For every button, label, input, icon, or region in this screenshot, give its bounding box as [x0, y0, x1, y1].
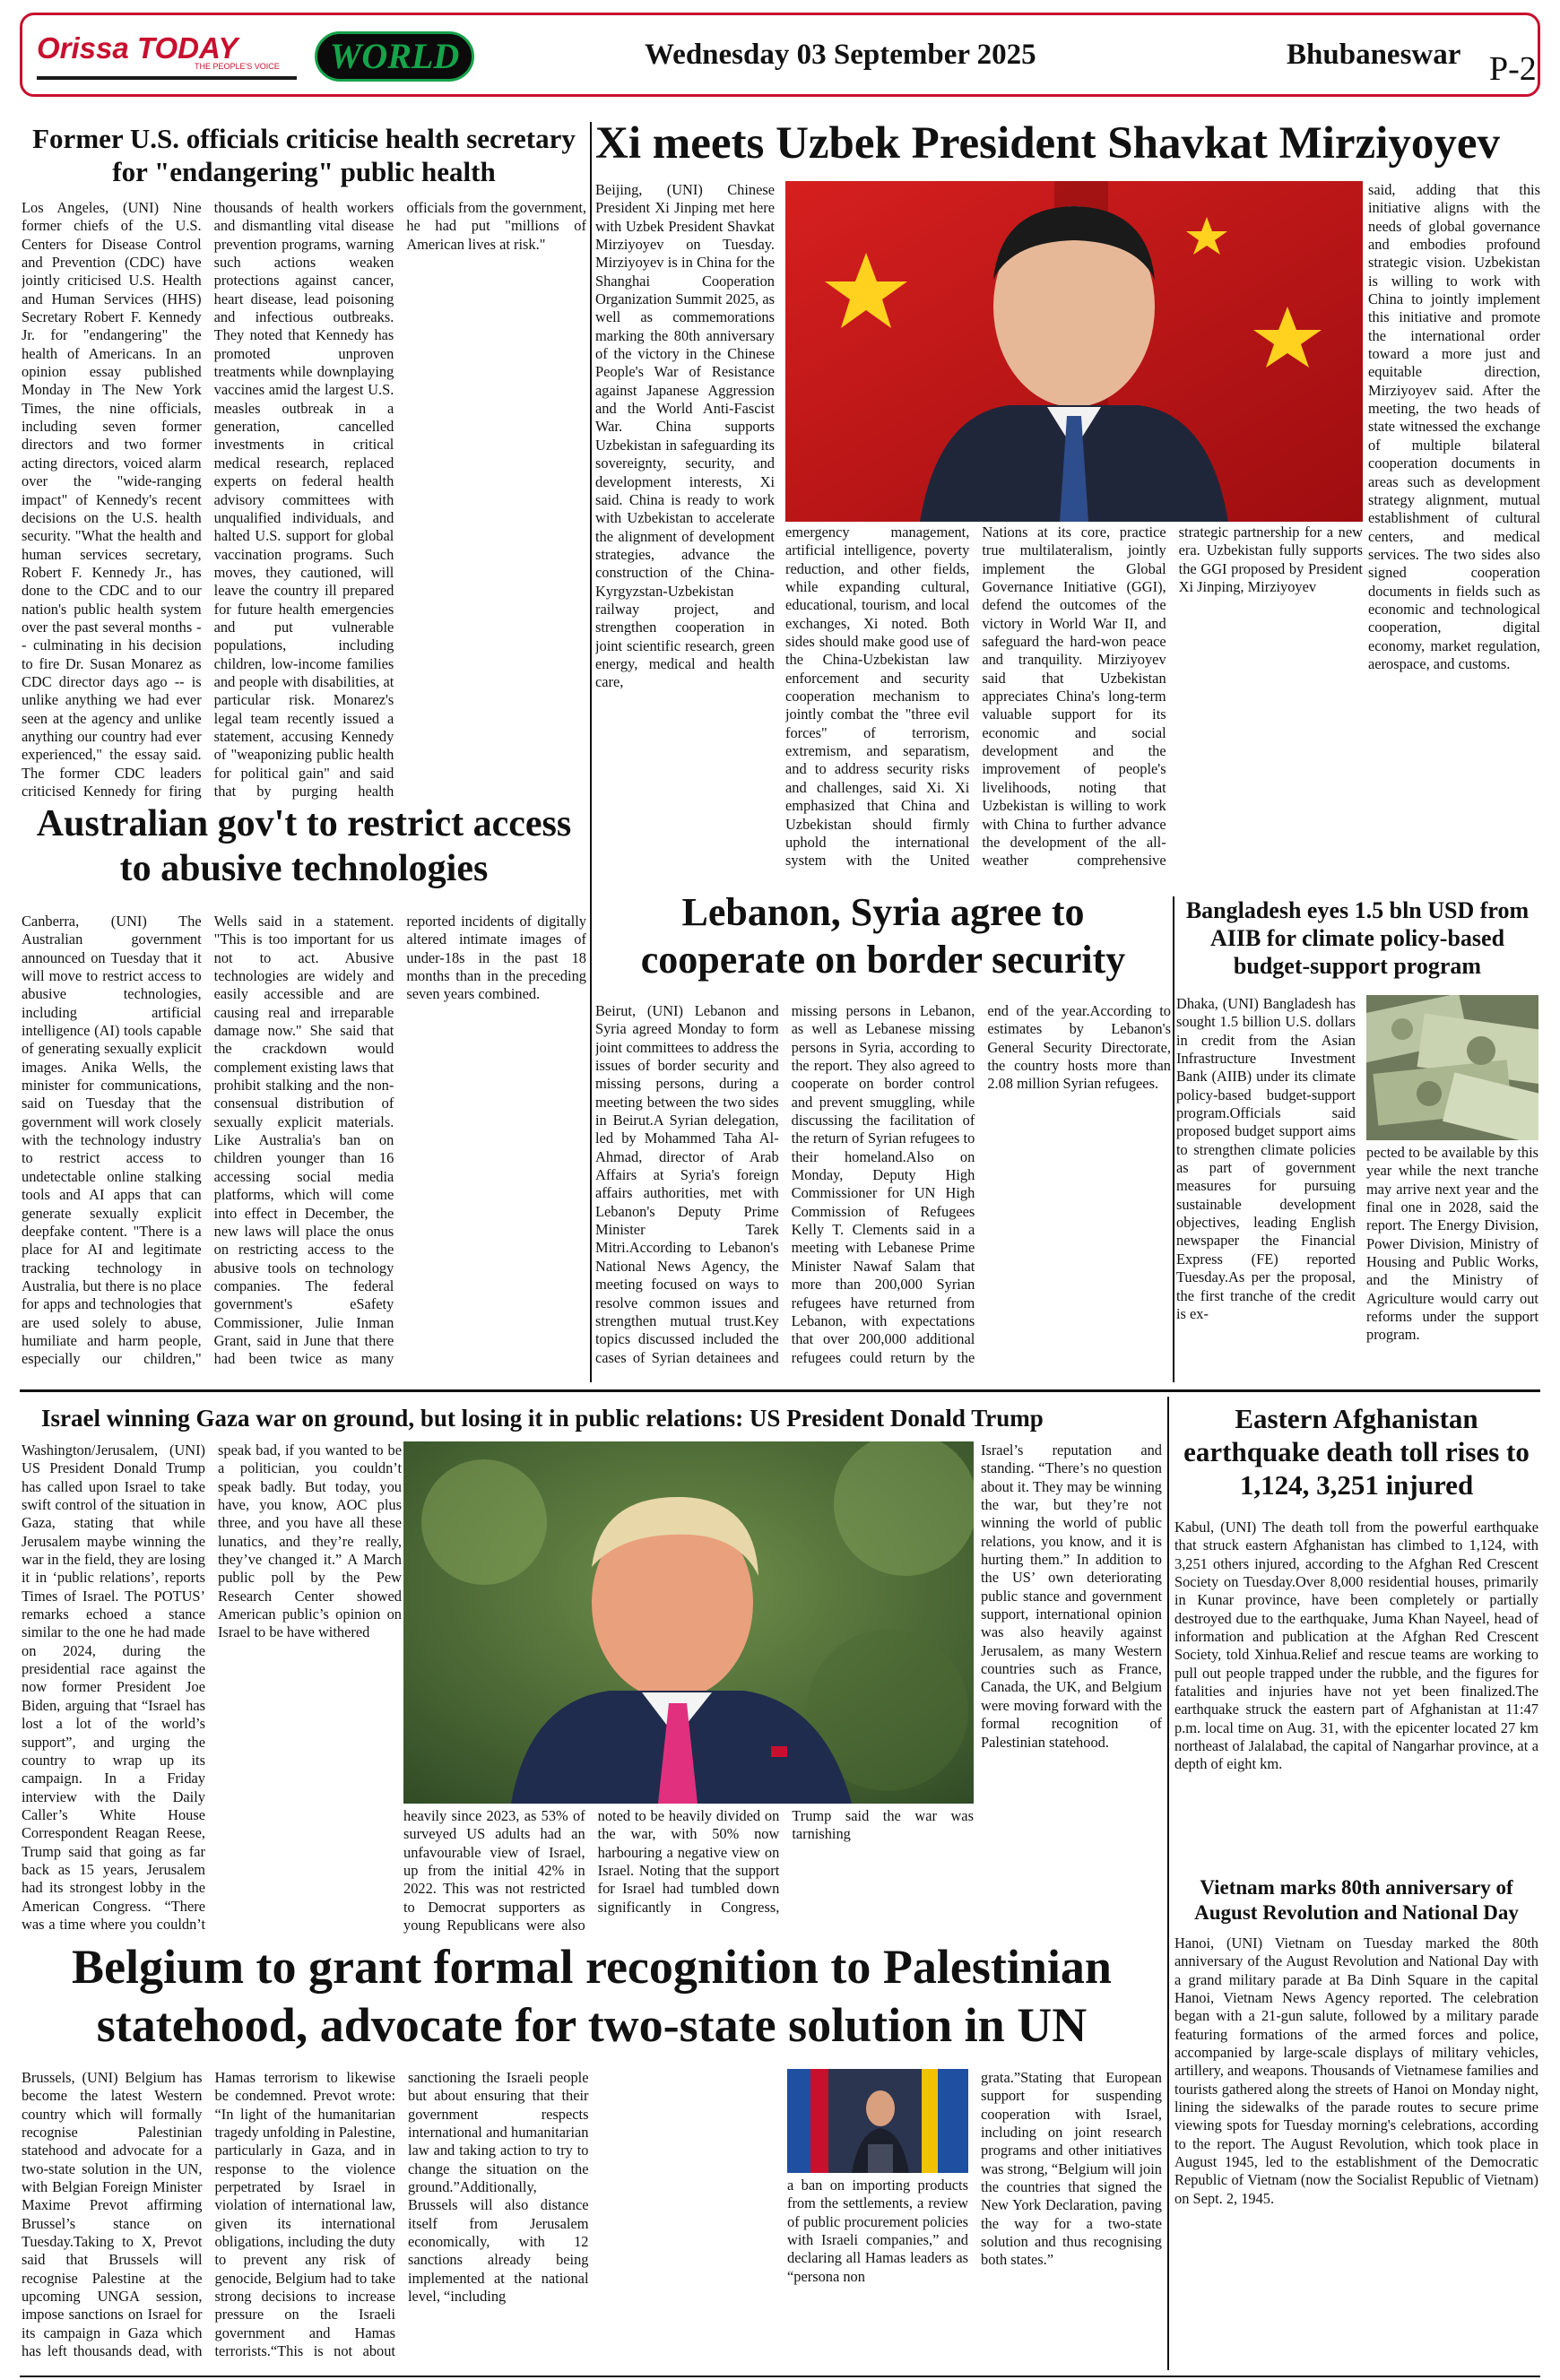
trump-body-col1: Washington/Jerusalem, (UNI) US President Donald Trump has called upon Israel to take swift control of the situation in Gaza, stating that while Jerusalem maybe winning the war in the field, they are losing it in ‘public relations’, reports Times of Israel. The POTUS’ remarks echoed a stance similar to the one he had made on 2024, during the presidential race against the now former President Joe Biden, arguing that “Israel has lost a lot of the world’s support”, and urging the country to wrap up its campaign. In a Friday interview with the Daily Caller’s White House Correspondent Reagan Reese, Trump said that going as far back as 15 years, Jerusalem had its strongest lobby in the American Congress. “There was a time where you couldn’t speak bad, if you wanted to be a politician, you couldn’t speak badly. But today, you have, you know, AOC plus three, and you have all these lunatics, and they’re really, they’ve changed it.” A March public poll by the Pew Research Center showed American public’s opinion on Israel to be have withered [22, 1441, 402, 1933]
lebanon-headline[interactable]: Lebanon, Syria agree to cooperate on border security [640, 890, 1126, 982]
belgium-body-col2: a ban on importing products from the settlements, a review of public procurement policies with Israeli companies,” and declaring all Hamas leaders as “persona non [787, 2177, 968, 2285]
xi-photo[interactable] [785, 181, 1363, 522]
logo-underline [37, 76, 297, 80]
prevot-photo-graphic [787, 2069, 968, 2173]
section-divider [20, 1389, 1540, 1392]
edition-city: Bhubaneswar [1287, 39, 1461, 71]
vietnam-body: Hanoi, (UNI) Vietnam on Tuesday marked the 80th anniversary of the August Revolution and National Day with a grand military parade at Ba Dinh Square in the capital Hanoi, Vietnam News Agency reported. The celebration began with a 21-gun salute, followed by a military parade featuring formations of the armed forces and police, accompanied by large-scale displays of military vehicles, artillery, and weapons. Thousands of Vietnamese families and tourists gathered along the streets of Hanoi on Monday night, lining the sidewalks of the parade routes to secure prime viewing spots for Tuesday morning's celebrations, according to the report. The August Revolution, which took place in August 1945, led to the establishment of the Democratic Republic of Vietnam (now the Socialist Republic of Vietnam) on Sept. 2, 1945. [1174, 1934, 1538, 2207]
bangladesh-body-col1: Dhaka, (UNI) Bangladesh has sought 1.5 billion U.S. dollars in credit from the Asian Infrastructure Investment Bank (AIIB) under its climate policy-based budget-support program.Officials said proposed budget support aims to strengthen climate policies as part of government measures for pursuing sustainable development objectives, leading English newspaper the Financial Express (FE) reported Tuesday.As per the proposal, the first tranche of the credit is ex- [1176, 995, 1356, 1322]
logo-tagline: THE PEOPLE'S VOICE [195, 62, 280, 71]
trump-body-col2: heavily since 2023, as 53% of surveyed US adults had an unfavourable view of Israel, up from the initial 42% in 2022. This was not restricted to Democrat supporters as young Republicans were also noted to be heavily divided on the war, with 50% now harbouring a negative view on Israel. Noting that the support for Israel had tumbled down significantly in Congress, Trump said the war was tarnishing [403, 1807, 974, 1934]
column-divider [1173, 896, 1174, 1382]
xi-body-col1: Beijing, (UNI) Chinese President Xi Jinping met here with Uzbek President Shavkat Mirziyoyev on Tuesday. Mirziyoyev is in China for the Shanghai Cooperation Organization Summit 2025, as well as commemorations marking the 80th anniversary of the victory in the Chinese People's War of Resistance against Japanese Aggression and the World Anti-Fascist War. China supports Uzbekistan in safeguarding its sovereignty, security, and development interests, Xi said. China is ready to work with Uzbekistan to accelerate the alignment of development strategies, advance the construction of the China-Kyrgyzstan-Uzbekistan railway project, and strengthen cooperation in joint scientific research, green energy, medical and health care, [595, 181, 775, 691]
logo-text: Orissa TODAY [37, 31, 238, 65]
prevot-photo[interactable] [787, 2069, 968, 2173]
belgium-body-col1: Brussels, (UNI) Belgium has become the latest Western country which will formally recognise Palestinian statehood and advocate for a two-state solution in the UN, with Belgian Foreign Minister Maxime Prevot affirming Brussel’s stance on Tuesday.Taking to X, Prevot said that Brussels will recognise Palestine at the upcoming UNGA session, impose sanctions on Israel for its campaign in Gaza which has left thousands dead, with Hamas terrorism to likewise be condemned. Prevot wrote: “In light of the humanitarian tragedy unfolding in Palestine, particularly in Gaza, and in response to the violence perpetrated by Israel in violation of international law, given its international obligations, including the duty to prevent any risk of genocide, Belgium had to take strong decisions to increase pressure on the Israeli government and Hamas terrorists.“This is not about sanctioning the Israeli people but about ensuring that their government respects international and humanitarian law and taking action to try to change the situation on the ground.”Additionally, Brussels will also distance itself from Jerusalem economically, with 12 sanctions already being implemented at the national level, “including [22, 2069, 589, 2360]
column-divider [590, 122, 592, 1382]
australia-headline[interactable]: Australian gov't to restrict access to abusive technologies [36, 803, 572, 890]
lebanon-body: Beirut, (UNI) Lebanon and Syria agreed Monday to form joint committees to address the issues of border security and missing persons, during a meeting between the two sides in Beirut.A Syrian delegation, led by Mohammed Taha Al-Ahmad, director of Arab Affairs at Syria's foreign affairs authorities, met with Lebanon's Deputy Prime Minister Tarek Mitri.According to Lebanon's National News Agency, the meeting focused on ways to resolve common issues and strengthen mutual trust.Key topics discussed included the cases of Syrian detainees and missing persons in Lebanon, as well as Lebanese missing persons in Syria, according to the report. They also agreed to cooperate on border control and prevent smuggling, while discussing the facilitation of the return of Syrian refugees to their homeland.Also on Monday, Deputy High Commissioner for UN High Commission of Refugees Kelly T. Clements said in a meeting with Lebanese Prime Minister Nawaf Salam that more than 200,000 Syrian refugees have returned from Lebanon, with expectations that over 200,000 additional refugees could return by the end of the year.According to estimates by Lebanon's General Security Directorate, the country hosts more than 2.08 million Syrian refugees. [595, 1002, 1171, 1366]
bangladesh-body-col2: pected to be available by this year while the next tranche may arrive next year and the final one in 2028, said the report. The Energy Division, Power Division, Ministry of Housing and Public Works, and the Ministry of Agriculture would carry out reforms under the support program. [1366, 1144, 1538, 1344]
trump-body-col3: Israel’s reputation and standing. “There’s no question about it. They may be winning the war, but they’re not winning the world of public relations, you know, and it is hurting them.” In addition to the US’ own deteriorating public stance and government support, international opinion was also heavily against Jerusalem, as many Western countries such as France, Canada, the UK, and Belgium were moving forward with the formal recognition of Palestinian statehood. [981, 1441, 1162, 1751]
masthead [20, 13, 1540, 97]
vietnam-headline[interactable]: Vietnam marks 80th anniversary of August Revolution and National Day [1194, 1876, 1519, 1924]
newspaper-logo[interactable] [37, 31, 297, 82]
trump-photo-graphic [403, 1441, 974, 1804]
xi-photo-graphic [785, 181, 1363, 522]
xi-headline[interactable]: Xi meets Uzbek President Shavkat Mirziyoyev [595, 118, 1500, 169]
xi-body-col2: emergency management, artificial intelligence, poverty reduction, and other fields, while expanding cultural, educational, tourism, and local exchanges, Xi noted. Both sides should make good use of the China-Uzbekistan law enforcement and security cooperation mechanism to jointly combat the "three evil forces" of terrorism, extremism, and separatism, and to address security risks and challenges, said Xi. Xi emphasized that China and Uzbekistan should firmly uphold the international system with the United Nations at its core, practice true multilateralism, jointly implement the Global Governance Initiative (GGI), defend the outcomes of the victory in World War II, and safeguard the hard-won peace and tranquility. Mirziyoyev said that Uzbekistan appreciates China's long-term valuable support for its economic and social development and the improvement of people's livelihoods, noting that Uzbekistan is willing to work with China to further advance the development of the all-weather comprehensive strategic partnership for a new era. Uzbekistan fully supports the GGI proposed by President Xi Jinping, Mirziyoyev [785, 524, 1363, 870]
trump-photo[interactable] [403, 1441, 974, 1804]
belgium-body-col3: grata.”Stating that European support for suspending cooperation with Israel, including on joint research programs and other initiatives was strong, “Belgium will join the countries that signed the New York Declaration, paving the way for a two-state solution and thus recognising both states.” [981, 2069, 1162, 2269]
australia-body: Canberra, (UNI) The Australian government announced on Tuesday that it will move to restrict access to abusive technologies, including artificial intelligence (AI) tools capable of generating sexually explicit images. Anika Wells, the minister for communications, said on Tuesday that the government will work closely with the technology industry to restrict access to undetectable online stalking tools and AI apps that can generate sexually explicit deepfake content. "There is a place for AI and legitimate tracking technology in Australia, but there is no place for apps and technologies that are used solely to abuse, humiliate and harm people, especially our children," Wells said in a statement. "This is too important for us not to act. Abusive technologies are widely and easily accessible and are causing real and irreparable damage now." She said that the crackdown would complement existing laws that prohibit stalking and the non-consensual distribution of sexually explicit materials. Like Australia's ban on children younger than 16 accessing social media platforms, which will come into effect in December, the new laws will place the onus on restricting access to the abusive tools on technology companies. The federal government's eSafety Commissioner, Julie Inman Grant, said in June that there had been twice as many reported incidents of digitally altered intimate images of under-18s in the past 18 months than in the preceding seven years combined. [22, 913, 586, 1368]
trump-headline[interactable]: Israel winning Gaza war on ground, but losing it in public relations: US President Donald Trump [41, 1405, 1044, 1432]
afghanistan-headline[interactable]: Eastern Afghanistan earthquake death toll rises to 1,124, 3,251 injured [1183, 1403, 1530, 1502]
bangladesh-headline[interactable]: Bangladesh eyes 1.5 bln USD from AIIB for climate policy-based budget-support program [1185, 897, 1530, 980]
page-number: P-2 [1489, 50, 1537, 88]
xi-body-col3: said, adding that this initiative aligns with the needs of global governance and embodies profound strategic vision. Uzbekistan is willing to work with China to jointly implement this initiative and promote the international order toward a more just and equitable direction, Mirziyoyev said. After the meeting, the two heads of state witnessed the exchange of multiple bilateral cooperation documents in areas such as development strategy alignment, mutual establishment of cultural centers, and medical services. The two sides also signed cooperation documents in fields such as economic and technological cooperation, digital economy, market regulation, aerospace, and customs. [1368, 181, 1540, 672]
belgium-headline[interactable]: Belgium to grant formal recognition to Palestinian statehood, advocate for two-state solution in UN [72, 1940, 1112, 2052]
footer-rule [20, 2376, 1540, 2377]
section-badge[interactable] [315, 31, 474, 82]
cdc-body: Los Angeles, (UNI) Nine former chiefs of the U.S. Centers for Disease Control and Prevention (CDC) have jointly criticised U.S. Health and Human Services (HHS) Secretary Robert F. Kennedy Jr. for "endangering" the health of Americans. In an opinion essay published Monday in The New York Times, the nine officials, including seven former directors and two former acting directors, voiced alarm over the "wide-ranging impact" of Kennedy's recent decisions on the U.S. health security. "What the health and human services secretary, Robert F. Kennedy Jr., has done to the CDC and to our nation's public health system over the past several months -- culminating in his decision to fire Dr. Susan Monarez as CDC director days ago -- is unlike anything we had ever seen at the agency and unlike anything our country had ever experienced," the essay said. The former CDC leaders criticised Kennedy for firing thousands of health workers and dismantling vital disease prevention programs, warning such actions weaken protections against cancer, heart disease, lead poisoning and infectious outbreaks. They noted that Kennedy has promoted unproven treatments while downplaying vaccines amid the largest U.S. measles outbreak in a generation, cancelled investments in critical medical research, replaced experts on federal health advisory committees with unqualified individuals, and halted U.S. support for global vaccination programs. Such moves, they cautioned, will leave the country ill prepared for future health emergencies and put vulnerable populations, including children, low-income families and people with disabilities, at particular risk. Monarez's legal team recently issued a statement, accusing Kennedy of "weaponizing public health for political gain" and said that by purging health officials from the government, he had put "millions of American lives at risk." [22, 199, 586, 800]
column-divider [1167, 1397, 1169, 2370]
money-photo[interactable] [1366, 995, 1538, 1140]
money-photo-graphic [1366, 995, 1538, 1140]
cdc-headline[interactable]: Former U.S. officials criticise health secretary for "endangering" public health [32, 123, 576, 188]
afghanistan-body: Kabul, (UNI) The death toll from the powerful earthquake that struck eastern Afghanistan has climbed to 1,124, with 3,251 others injured, according to the Afghan Red Crescent Society on Tuesday.Over 8,000 residential houses, primarily in Kunar province, have been completely or partially destroyed due to the earthquake, Juma Khan Nayeel, head of information and publication at the Afghan Red Crescent Society, told Xinhua.Relief and rescue teams are working to pull out people trapped under the rubble, and the figures for fatalities and injuries have not yet been finalized.The earthquake struck the eastern part of Afghanistan at 11:47 p.m. local time on Aug. 31, with the epicenter located 27 km northeast of Jalalabad, the capital of Nangarhar province, at a depth of eight km. [1174, 1519, 1538, 1773]
edition-date: Wednesday 03 September 2025 [645, 39, 1036, 71]
section-label: WORLD [329, 36, 460, 76]
